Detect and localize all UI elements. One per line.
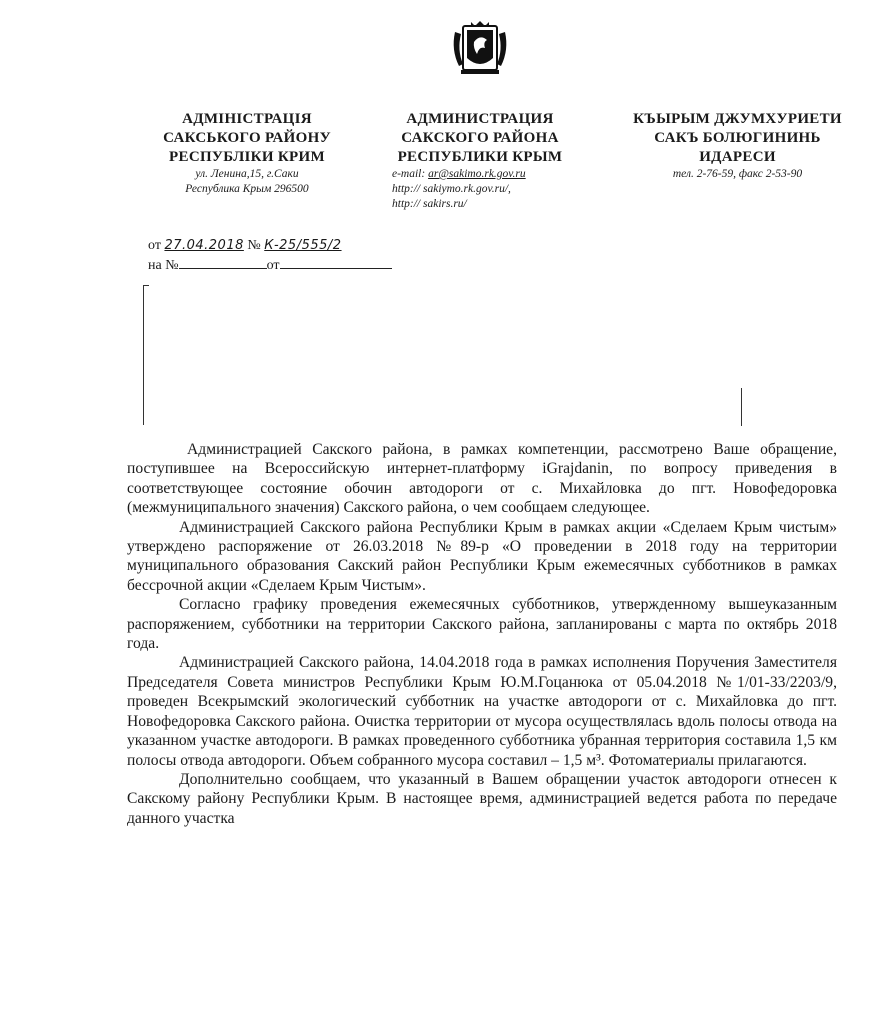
address-block-corner-right <box>741 388 742 426</box>
header-center-russian <box>350 110 610 212</box>
email-link[interactable]: ar@sakimo.rk.gov.ru <box>428 168 526 180</box>
body-paragraph-3: Согласно графику проведения ежемесячных субботников, утвержденному вышеуказанным распоряжением, субботники на территории Сакского района, запланированы с марта по октябрь 2018 года. <box>127 596 837 653</box>
header-left-line-2: САКСЬКОГО РАЙОНУ <box>163 130 331 146</box>
letter-body <box>127 440 837 828</box>
ref-no-label: № <box>247 238 261 253</box>
header-left-line-1: АДМІНІСТРАЦІЯ <box>182 111 312 127</box>
header-center-line-3: РЕСПУБЛИКИ КРЫМ <box>397 149 563 165</box>
header-left-ukrainian <box>112 110 382 197</box>
body-paragraph-4: Администрацией Сакского района, 14.04.2018 года в рамках исполнения Поручения Заместителя Председателя Совета министров Республики Крым Ю.М.Гоцанюка от 05.04.2018 №1/01-33/2203/9, проведен Всекрымский экологический субботник на участке автодороги от с. Михайловка до пгт. Новофедоровка Сакского района. Очистка территории от мусора осуществлялась вдоль полосы отвода на указанном участке автодороги. В рамках проведенного субботника убранная территория составила 1,5 км полосы отвода автодороги. Объем собранного мусора составил – 1,5 м³. Фотоматериалы прилагаются. <box>127 654 837 769</box>
header-right-line-3: ИДАРЕСИ <box>699 149 776 165</box>
header-center-url-2[interactable]: http:// sakirs.ru/ <box>392 198 467 210</box>
ref-of-label: от <box>266 258 280 273</box>
ref-on-blank <box>179 256 267 269</box>
ref-of-blank <box>280 256 392 269</box>
ref-on-label: на № <box>148 258 179 273</box>
reference-incoming-row <box>148 256 392 274</box>
address-block-corner-left <box>143 285 144 425</box>
header-center-line-2: САКСКОГО РАЙОНА <box>401 130 559 146</box>
header-right-line-2: САКЪ БОЛЮГИНИНЬ <box>654 130 821 146</box>
header-left-address-1: ул. Ленина,15, г.Саки <box>195 168 299 180</box>
email-prefix: e-mail: <box>392 168 429 180</box>
header-right-line-1: КЪЫРЫМ ДЖУМХУРИЕТИ <box>633 111 842 127</box>
coat-of-arms-emblem <box>441 20 519 80</box>
ref-number: К-25/555/2 <box>264 238 342 253</box>
body-paragraph-2: Администрацией Сакского района Республики Крым в рамках акции «Сделаем Крым чистым» утверждено распоряжение от 26.03.2018 №89-р «О проведении в 2018 году на территории муниципального образования Сакский район Республики Крым ежемесячных субботников в рамках бессрочной акции «Сделаем Крым Чистым». <box>127 518 837 594</box>
address-block-tick-left <box>143 285 149 286</box>
body-paragraph-5: Дополнительно сообщаем, что указанный в Вашем обращении участок автодороги отнесен к Сакскому району Республики Крым. В настоящее время, администрацией ведется работа по передаче данного участка <box>127 770 837 827</box>
header-center-url-1[interactable]: http:// sakiymo.rk.gov.ru/, <box>392 183 511 195</box>
header-center-line-1: АДМИНИСТРАЦИЯ <box>406 111 554 127</box>
reference-date-number-row <box>148 238 342 254</box>
header-left-address-2: Республика Крым 296500 <box>185 183 309 195</box>
ref-date: 27.04.2018 <box>164 238 244 253</box>
header-right-crimean-tatar <box>590 110 885 182</box>
ref-from-label: от <box>148 238 161 253</box>
body-paragraph-1: Администрацией Сакского района, в рамках компетенции, рассмотрено Ваше обращение, поступившее на Всероссийскую интернет-платформу iGrajdanin, по вопросу приведения в соответствующее состояние обочин автодороги от с. Михайловка до пгт. Новофедоровка (межмуниципального значения) Сакского района, о чем сообщаем следующее. <box>127 441 837 517</box>
header-right-phone: тел. 2-76-59, факс 2-53-90 <box>672 168 803 180</box>
header-left-line-3: РЕСПУБЛІКИ КРИМ <box>169 149 325 165</box>
header-center-email-row <box>350 167 610 182</box>
